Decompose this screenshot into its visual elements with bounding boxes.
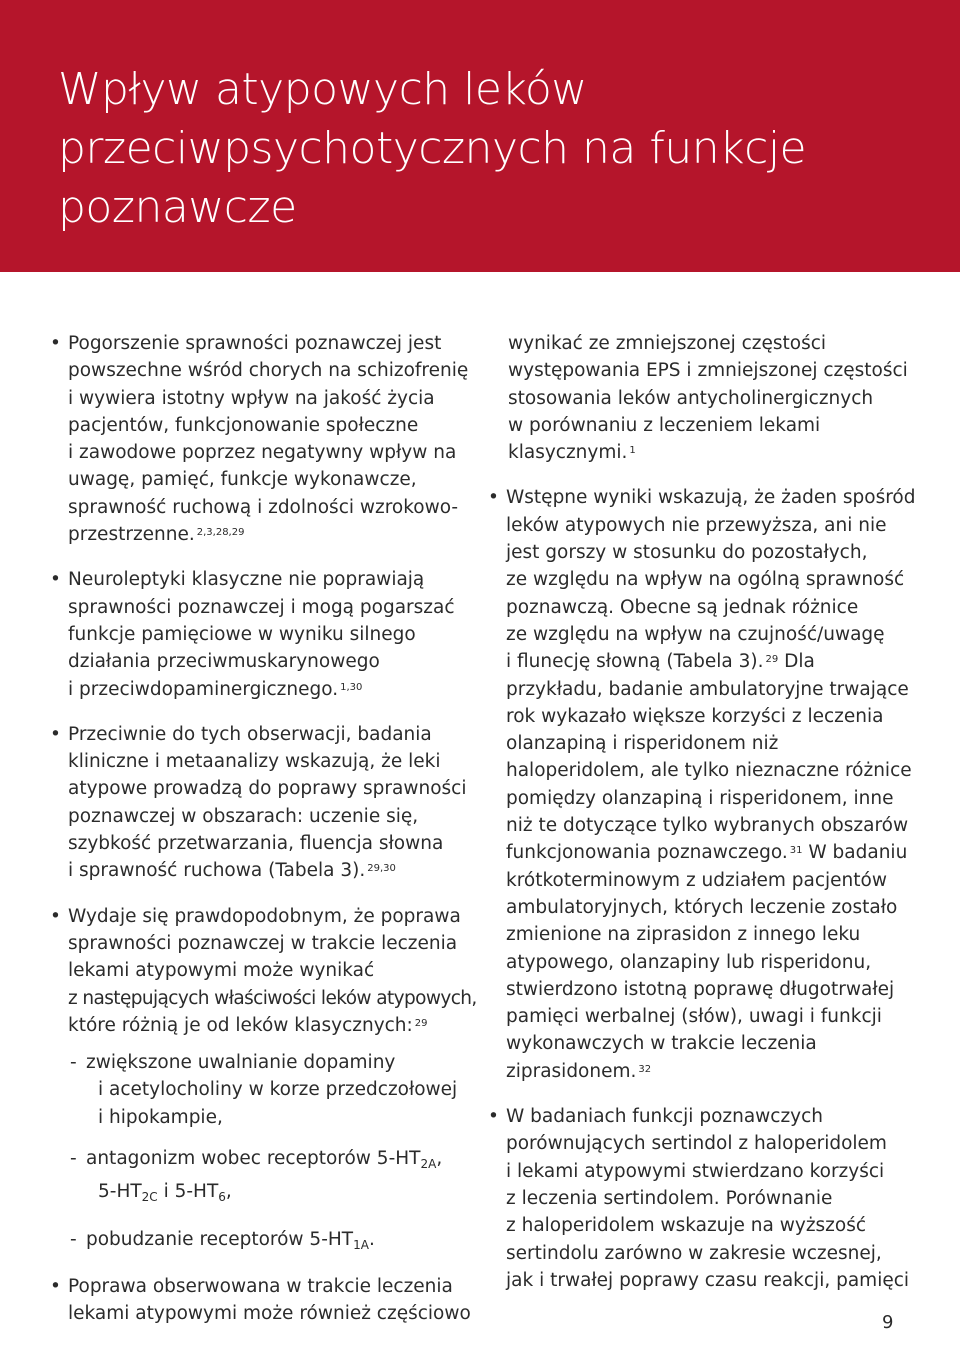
title-line: przeciwpsychotycznych na funkcje: [58, 123, 807, 174]
bullet-icon: •: [50, 569, 61, 591]
reference: 31: [789, 845, 803, 857]
bullet-icon: •: [50, 905, 61, 927]
dash-icon: -: [70, 1228, 77, 1250]
bullet-icon: •: [50, 723, 61, 745]
bullet-item: • Wstępne wyniki wskazują, że żaden spośród leków atypowych nie przewyższa, ani nie jest gorszy w stosunku do pozostałych, ze względu na wpływ na ogólną sprawność poznawczą. Obecne są jednak różnice ze względu na wpływ na czujność/uwagę i flunecję słowną (Tabela 3). $^{29}$ Dla przykładu, badanie ambulatoryjne trwające rok wykazało większe korzyści z leczenia olanzapiną i risperidonem niż haloperidolem, ale tylko nieznaczne różnice pomiędzy olanzapiną i risperidonem, inne niż te dotyczące tylko wybranych obszarów funkcjonowania poznawczego. $^{31}$ W badaniu krótkoterminowym z udziałem pacjentów ambulatoryjnych, których leczenie zostało zmienione na ziprasidon z innego leku atypowego, olanzapiny lub risperidonu, stwierdzono istotną poprawę długotrwałej pamięci werbalnej (słów), uwagi i funkcji wykonawczych w trakcie leczenia ziprasidonem. $^{32}$: [488, 484, 928, 1085]
bullet-icon: •: [50, 333, 61, 354]
title-banner: [0, 0, 960, 272]
right-column: [488, 330, 928, 1312]
dash-icon: -: [70, 1148, 77, 1170]
dash-item: - pobudzanie receptorów $5-HT_{1A}$.: [70, 1226, 480, 1259]
reference: 29: [765, 654, 779, 666]
bullet-item: • Pogorszenie sprawności poznawczej jest powszechne wśród chorych na schizofrenię i wywiera istotny wpływ na jakość życia pacjentów, funkcjonowanie społeczne i zawodowe poprzez negatywny wpływ na uwagę, pamięć, funkcje wykonawcze, sprawność ruchową i zdolności wzrokowo- przestrzenne. $^{2,3,28,29}$: [50, 330, 480, 548]
dash-item: - zwiększone uwalnianie dopaminy i acetylocholiny w korze przedczołowej i hipokampie,: [70, 1049, 480, 1131]
title-line: poznawcze: [58, 182, 297, 233]
bullet-item: • Wydaje się prawdopodobnym, że poprawa sprawności poznawczej w trakcie leczenia lekami atypowymi może wynikać z następujących właściwości leków atypowych, które różnią je od leków klasycznych: $^{29}$: [50, 903, 480, 1039]
continued-paragraph: wynikać ze zmniejszonej częstości występowania EPS i zmniejszonej częstości stosowania leków antycholinergicznych w porównaniu z leczeniem lekami klasycznymi. $^1$: [508, 333, 908, 464]
reference: 2,3,28,29: [196, 527, 245, 539]
reference: 32: [638, 1063, 652, 1075]
bullet-icon: •: [50, 1275, 61, 1297]
page-number: 9: [882, 1312, 894, 1333]
bullet-item: • Przeciwnie do tych obserwacji, badania kliniczne i metaanalizy wskazują, że leki atypowe prowadzą do poprawy sprawności poznawczej w obszarach: uczenie się, szybkość przetwarzania, fluencja słowna i sprawność ruchowa (Tabela 3). $^{29,30}$: [50, 721, 480, 885]
dash-item: - antagonizm wobec receptorów $5-HT_{2A}$, $5-HT_{2C}$ i $5-HT_6$,: [70, 1145, 480, 1212]
reference: 1: [629, 445, 636, 457]
reference: 1,30: [340, 681, 363, 693]
left-column: [50, 330, 480, 1346]
bullet-icon: •: [488, 487, 499, 509]
reference: 29,30: [367, 863, 396, 875]
bullet-item: • W badaniach funkcji poznawczych porównujących sertindol z haloperidolem i lekami atypowymi stwierdzano korzyści z leczenia sertindolem. Porównanie z haloperidolem wskazuje na wyższość sertindolu zarówno w zakresie wczesnej, jak i trwałej poprawy czasu reakcji, pamięci: [488, 1103, 928, 1294]
page-title: [58, 60, 918, 237]
bullet-item: • Neuroleptyki klasyczne nie poprawiają sprawności poznawczej i mogą pogarszać funkcje pamięciowe w wyniku silnego działania przeciwmuskarynowego i przeciwdopaminergicznego. $^{1,30}$: [50, 566, 480, 702]
bullet-item: • Poprawa obserwowana w trakcie leczenia lekami atypowymi może również częściowo: [50, 1273, 480, 1328]
title-line: Wpływ atypowych leków: [58, 64, 587, 115]
bullet-icon: •: [488, 1106, 499, 1128]
dash-icon: -: [70, 1052, 77, 1074]
reference: 29: [414, 1017, 428, 1029]
